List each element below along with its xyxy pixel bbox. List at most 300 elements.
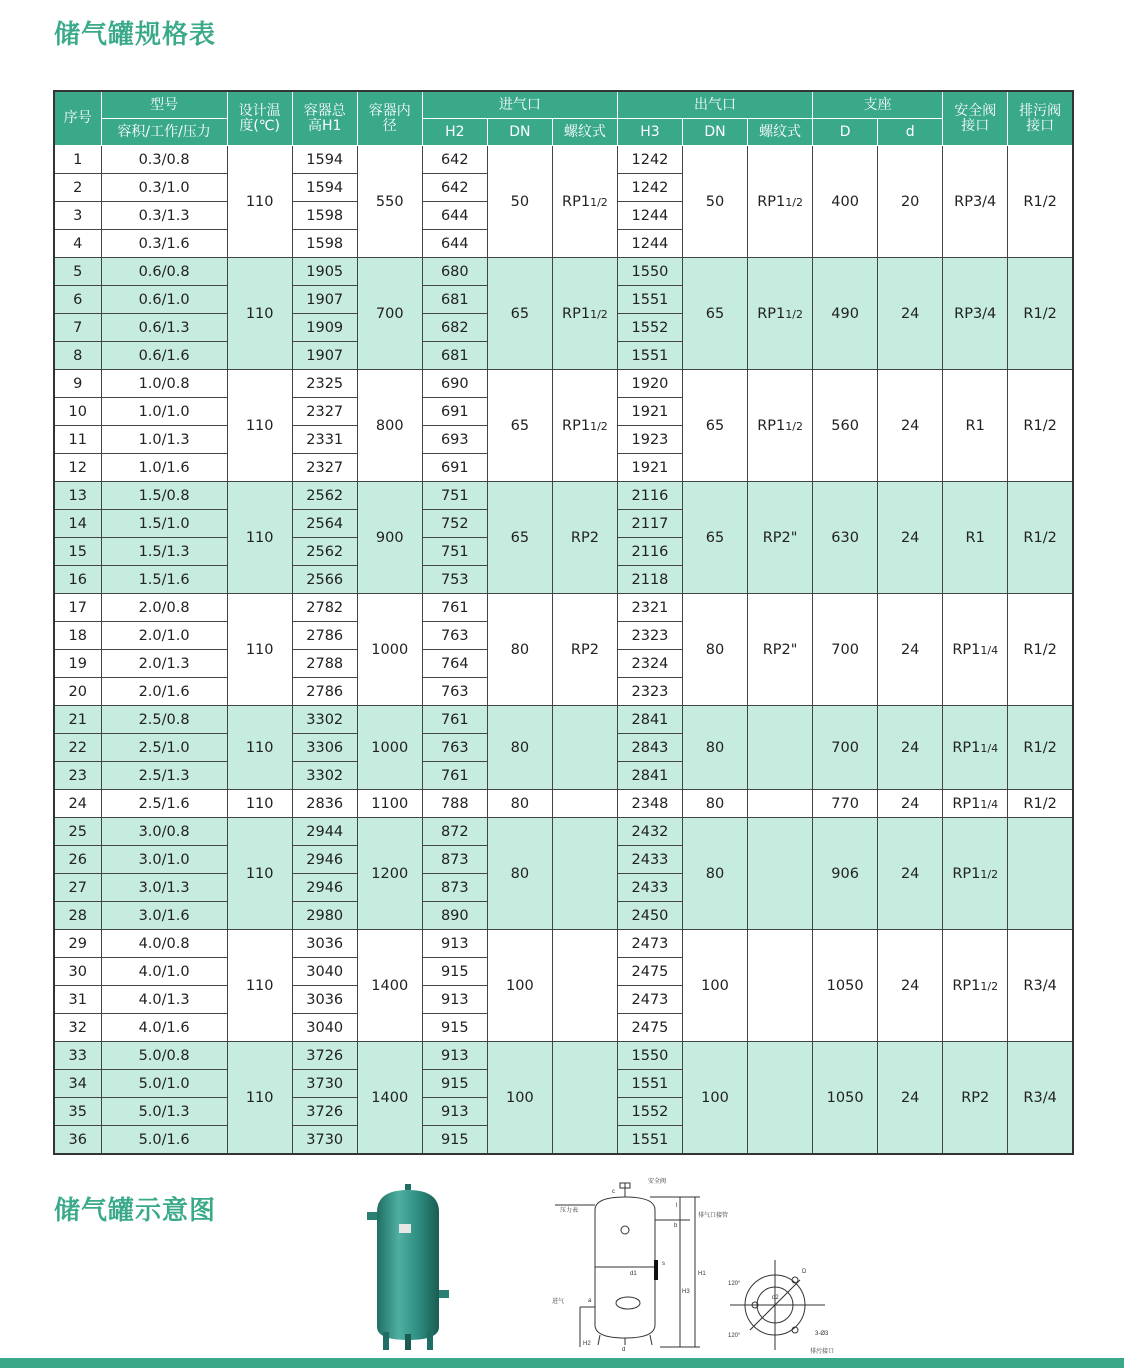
cell-thread-out-sub: 1/2: [785, 195, 803, 209]
cell-h3: 1921: [617, 398, 682, 426]
col-h3: H3: [617, 119, 682, 146]
label-s: s: [662, 1261, 665, 1267]
cell-drain: R1/2: [1008, 370, 1073, 482]
cell-model: 0.3/1.6: [101, 230, 227, 258]
cell-model: 0.6/1.6: [101, 342, 227, 370]
cell-support-d: 24: [878, 930, 943, 1042]
label-c: c: [612, 1189, 615, 1195]
bottom-accent-bar: [0, 1358, 1124, 1368]
cell-model: 1.0/1.3: [101, 426, 227, 454]
col-design-temp-line2: 度(℃): [239, 117, 280, 134]
cell-drain: R1/2: [1008, 594, 1073, 706]
cell-seq: 22: [54, 734, 101, 762]
cell-model: 3.0/1.6: [101, 902, 227, 930]
col-drain: [1008, 91, 1073, 146]
cell-h3: 1551: [617, 1070, 682, 1098]
cell-h2: 915: [422, 1014, 487, 1042]
cell-thread-in-sub: 1/2: [590, 307, 608, 321]
cell-support-D: 770: [813, 790, 878, 818]
cell-safety: [943, 1042, 1008, 1155]
cell-thread-in: [552, 258, 617, 370]
cell-h2: 890: [422, 902, 487, 930]
cell-seq: 2: [54, 174, 101, 202]
cell-h2: 682: [422, 314, 487, 342]
cell-safety-main: RP1: [952, 739, 981, 756]
cell-thread-out: [748, 594, 813, 706]
cell-height: 1907: [292, 342, 357, 370]
cell-model: 1.0/1.6: [101, 454, 227, 482]
cell-model: 0.6/1.3: [101, 314, 227, 342]
cell-safety: [943, 594, 1008, 706]
cell-seq: 23: [54, 762, 101, 790]
cell-h3: 2433: [617, 846, 682, 874]
label-hole: 3-Ø3: [815, 1331, 829, 1337]
cell-support-D: 630: [813, 482, 878, 594]
cell-seq: 34: [54, 1070, 101, 1098]
cell-h2: 872: [422, 818, 487, 846]
cell-safety-main: RP1: [952, 977, 981, 994]
cell-thread-out-main: RP2": [762, 641, 798, 658]
cell-h2: 681: [422, 286, 487, 314]
col-model: 型号: [101, 91, 227, 119]
cell-h3: 1552: [617, 1098, 682, 1126]
cell-height: 2946: [292, 846, 357, 874]
cell-seq: 27: [54, 874, 101, 902]
cell-seq: 9: [54, 370, 101, 398]
cell-support-d: 20: [878, 146, 943, 258]
cell-seq: 30: [54, 958, 101, 986]
cell-height: 1905: [292, 258, 357, 286]
cell-h2: 913: [422, 930, 487, 958]
col-safety-line1: 安全阀: [954, 102, 997, 119]
cell-thread-out: [748, 706, 813, 790]
cell-support-d: 24: [878, 790, 943, 818]
cell-h3: 2450: [617, 902, 682, 930]
cell-h3: 2841: [617, 706, 682, 734]
cell-seq: 16: [54, 566, 101, 594]
cell-seq: 18: [54, 622, 101, 650]
cell-h3: 1244: [617, 202, 682, 230]
cell-height: 2786: [292, 678, 357, 706]
cell-seq: 13: [54, 482, 101, 510]
label-h1: H1: [698, 1271, 706, 1277]
cell-h2: 913: [422, 1042, 487, 1070]
cell-inner-dia: 550: [357, 146, 422, 258]
cell-support-d: 24: [878, 1042, 943, 1155]
cell-model: 3.0/1.0: [101, 846, 227, 874]
cell-height: 3302: [292, 762, 357, 790]
cell-support-D: 700: [813, 594, 878, 706]
cell-h2: 644: [422, 202, 487, 230]
cell-seq: 4: [54, 230, 101, 258]
cell-h3: 2323: [617, 622, 682, 650]
cell-thread-in-main: RP2: [570, 641, 599, 658]
table-row: [54, 790, 1073, 818]
label-outlet: 排气口接管: [698, 1213, 729, 1219]
cell-h3: 1550: [617, 1042, 682, 1070]
cell-dn-out: 80: [682, 594, 747, 706]
cell-h3: 2118: [617, 566, 682, 594]
cell-thread-in-main: RP1: [562, 193, 591, 210]
cell-support-D: 490: [813, 258, 878, 370]
cell-dn-out: 65: [682, 370, 747, 482]
cell-thread-in: [552, 790, 617, 818]
cell-model: 5.0/1.0: [101, 1070, 227, 1098]
cell-support-D: 560: [813, 370, 878, 482]
cell-thread-out-main: RP1: [757, 193, 786, 210]
table-row: [54, 146, 1073, 174]
cell-temp: 110: [227, 1042, 292, 1155]
cell-safety: [943, 258, 1008, 370]
table-header: [54, 91, 1073, 146]
cell-drain: R1/2: [1008, 790, 1073, 818]
cell-h3: 1551: [617, 342, 682, 370]
cell-model: 2.5/0.8: [101, 706, 227, 734]
cell-height: 3726: [292, 1098, 357, 1126]
cell-seq: 21: [54, 706, 101, 734]
cell-temp: 110: [227, 258, 292, 370]
cell-seq: 7: [54, 314, 101, 342]
cell-h2: 751: [422, 482, 487, 510]
cell-height: 1594: [292, 174, 357, 202]
cell-thread-out-sub: 1/2: [785, 419, 803, 433]
cell-height: 2564: [292, 510, 357, 538]
cell-safety-main: R1: [965, 529, 985, 546]
cell-seq: 35: [54, 1098, 101, 1126]
cell-height: 1598: [292, 202, 357, 230]
cell-dn-in: 65: [487, 258, 552, 370]
col-height-line2: 高H1: [307, 117, 342, 134]
cell-model: 3.0/1.3: [101, 874, 227, 902]
cell-model: 4.0/0.8: [101, 930, 227, 958]
cell-inner-dia: 1000: [357, 594, 422, 706]
cell-thread-out: [748, 258, 813, 370]
cell-height: 1909: [292, 314, 357, 342]
cell-seq: 5: [54, 258, 101, 286]
cell-model: 4.0/1.3: [101, 986, 227, 1014]
cell-dn-in: 65: [487, 370, 552, 482]
cell-thread-out-sub: 1/2: [785, 307, 803, 321]
cell-h2: 642: [422, 174, 487, 202]
cell-h2: 915: [422, 1126, 487, 1155]
cell-seq: 28: [54, 902, 101, 930]
cell-h2: 761: [422, 706, 487, 734]
cell-height: 1907: [292, 286, 357, 314]
cell-model: 2.5/1.6: [101, 790, 227, 818]
cell-model: 2.0/1.6: [101, 678, 227, 706]
cell-h2: 761: [422, 594, 487, 622]
cell-thread-in: [552, 818, 617, 930]
cell-h2: 763: [422, 734, 487, 762]
label-safety-valve: 安全阀: [648, 1179, 667, 1185]
cell-drain: R3/4: [1008, 930, 1073, 1042]
cell-safety-sub: 1/2: [980, 979, 999, 993]
cell-seq: 6: [54, 286, 101, 314]
cell-safety-main: RP1: [952, 641, 981, 658]
cell-support-D: 400: [813, 146, 878, 258]
cell-seq: 3: [54, 202, 101, 230]
label-d1: d1: [630, 1271, 637, 1277]
cell-h2: 642: [422, 146, 487, 174]
cell-thread-in: [552, 146, 617, 258]
cell-h3: 2323: [617, 678, 682, 706]
cell-h3: 2324: [617, 650, 682, 678]
cell-seq: 17: [54, 594, 101, 622]
cell-h2: 751: [422, 538, 487, 566]
cell-seq: 31: [54, 986, 101, 1014]
col-drain-line1: 排污阀: [1019, 102, 1062, 119]
label-D: D: [802, 1269, 807, 1275]
cell-support-D: 906: [813, 818, 878, 930]
cell-dn-in: 80: [487, 818, 552, 930]
cell-safety-sub: 1/2: [980, 867, 999, 881]
cell-h3: 2321: [617, 594, 682, 622]
cell-height: 3040: [292, 1014, 357, 1042]
cell-safety-main: RP1: [952, 795, 981, 812]
cell-thread-out: [748, 146, 813, 258]
cell-thread-in: [552, 594, 617, 706]
cell-thread-in-main: RP2: [570, 529, 599, 546]
col-height: [292, 91, 357, 146]
label-inlet: 进气: [552, 1299, 565, 1305]
cell-h3: 2116: [617, 538, 682, 566]
cell-thread-out-main: RP2": [762, 529, 798, 546]
cell-model: 1.5/1.3: [101, 538, 227, 566]
cell-model: 1.0/0.8: [101, 370, 227, 398]
table-body: [54, 146, 1073, 1155]
cell-drain: [1008, 818, 1073, 930]
cell-h3: 2841: [617, 762, 682, 790]
cell-h2: 763: [422, 622, 487, 650]
cell-model: 1.5/1.6: [101, 566, 227, 594]
cell-model: 0.3/1.0: [101, 174, 227, 202]
cell-seq: 14: [54, 510, 101, 538]
label-angle-1: 120°: [728, 1281, 741, 1287]
cell-h2: 913: [422, 1098, 487, 1126]
label-l: l: [676, 1203, 678, 1209]
cell-support-d: 24: [878, 482, 943, 594]
cell-dn-in: 65: [487, 482, 552, 594]
tank-image: [365, 1182, 455, 1352]
label-d2: d2: [772, 1295, 779, 1301]
cell-height: 3726: [292, 1042, 357, 1070]
cell-drain: R1/2: [1008, 706, 1073, 790]
cell-height: 2562: [292, 482, 357, 510]
cell-thread-in: [552, 1042, 617, 1155]
cell-seq: 10: [54, 398, 101, 426]
page-title: 储气罐规格表: [54, 20, 217, 50]
cell-h2: 752: [422, 510, 487, 538]
cell-height: 2944: [292, 818, 357, 846]
cell-seq: 1: [54, 146, 101, 174]
cell-safety: [943, 930, 1008, 1042]
cell-dn-out: 50: [682, 146, 747, 258]
cell-h2: 913: [422, 986, 487, 1014]
col-model-sub: 容积/工作/压力: [101, 119, 227, 146]
cell-safety-sub: 1/4: [980, 643, 999, 657]
cell-h2: 690: [422, 370, 487, 398]
label-a: a: [588, 1298, 592, 1304]
cell-height: 2946: [292, 874, 357, 902]
cell-height: 2562: [292, 538, 357, 566]
cell-seq: 19: [54, 650, 101, 678]
cell-thread-in: [552, 930, 617, 1042]
cell-h3: 2348: [617, 790, 682, 818]
col-h2: H2: [422, 119, 487, 146]
col-inner-dia-line1: 容器内: [368, 102, 411, 119]
cell-height: 2327: [292, 454, 357, 482]
cell-h2: 644: [422, 230, 487, 258]
cell-h3: 2116: [617, 482, 682, 510]
cell-support-d: 24: [878, 370, 943, 482]
cell-seq: 33: [54, 1042, 101, 1070]
table-row: [54, 482, 1073, 510]
cell-seq: 25: [54, 818, 101, 846]
cell-drain: R1/2: [1008, 482, 1073, 594]
cell-h2: 691: [422, 454, 487, 482]
cell-h3: 1552: [617, 314, 682, 342]
cell-safety-main: R1: [965, 417, 985, 434]
cell-model: 5.0/1.3: [101, 1098, 227, 1126]
col-inner-dia-line2: 径: [382, 117, 397, 134]
cell-seq: 12: [54, 454, 101, 482]
cell-dn-in: 80: [487, 706, 552, 790]
cell-model: 2.5/1.3: [101, 762, 227, 790]
cell-h3: 1923: [617, 426, 682, 454]
cell-h2: 915: [422, 958, 487, 986]
cell-seq: 29: [54, 930, 101, 958]
cell-model: 0.6/0.8: [101, 258, 227, 286]
col-inner-dia: [357, 91, 422, 146]
cell-h2: 691: [422, 398, 487, 426]
cell-model: 5.0/0.8: [101, 1042, 227, 1070]
cell-support-d: 24: [878, 258, 943, 370]
cell-h2: 764: [422, 650, 487, 678]
col-outlet: 出气口: [617, 91, 812, 119]
table-row: [54, 370, 1073, 398]
cell-h2: 753: [422, 566, 487, 594]
cell-thread-out: [748, 790, 813, 818]
label-h2: H2: [583, 1341, 591, 1347]
cell-h3: 1550: [617, 258, 682, 286]
table-row: [54, 930, 1073, 958]
cell-dn-in: 100: [487, 930, 552, 1042]
cell-dn-in: 80: [487, 790, 552, 818]
cell-height: 3036: [292, 930, 357, 958]
cell-h3: 2475: [617, 958, 682, 986]
cell-temp: 110: [227, 482, 292, 594]
cell-safety-sub: 1/4: [980, 797, 999, 811]
col-design-temp: [227, 91, 292, 146]
cell-support-D: 1050: [813, 930, 878, 1042]
label-angle-2: 120°: [728, 1333, 741, 1339]
cell-thread-out: [748, 1042, 813, 1155]
table-row: [54, 1042, 1073, 1070]
cell-h2: 680: [422, 258, 487, 286]
cell-safety: [943, 818, 1008, 930]
cell-safety-sub: 1/4: [980, 741, 999, 755]
cell-thread-in: [552, 370, 617, 482]
cell-dn-out: 80: [682, 706, 747, 790]
cell-temp: 110: [227, 790, 292, 818]
cell-support-d: 24: [878, 594, 943, 706]
cell-seq: 32: [54, 1014, 101, 1042]
cell-h2: 915: [422, 1070, 487, 1098]
cell-thread-in: [552, 482, 617, 594]
cell-safety-main: RP1: [952, 865, 981, 882]
cell-safety: [943, 482, 1008, 594]
cell-h3: 2432: [617, 818, 682, 846]
cell-seq: 20: [54, 678, 101, 706]
cell-model: 2.5/1.0: [101, 734, 227, 762]
label-b: b: [674, 1223, 678, 1229]
cell-height: 2786: [292, 622, 357, 650]
cell-model: 2.0/0.8: [101, 594, 227, 622]
cell-height: 3730: [292, 1126, 357, 1155]
cell-h2: 693: [422, 426, 487, 454]
label-d: d: [622, 1347, 626, 1353]
cell-model: 1.5/0.8: [101, 482, 227, 510]
cell-height: 3036: [292, 986, 357, 1014]
table-row: [54, 594, 1073, 622]
cell-thread-out: [748, 370, 813, 482]
diagram-title: 储气罐示意图: [54, 1196, 217, 1226]
col-support-D: D: [813, 119, 878, 146]
cell-h2: 761: [422, 762, 487, 790]
cell-support-D: 700: [813, 706, 878, 790]
cell-h2: 788: [422, 790, 487, 818]
col-drain-line2: 接口: [1026, 117, 1055, 134]
cell-thread-out: [748, 482, 813, 594]
cell-height: 3306: [292, 734, 357, 762]
cell-h2: 763: [422, 678, 487, 706]
cell-height: 2331: [292, 426, 357, 454]
cell-h3: 2475: [617, 1014, 682, 1042]
col-height-line1: 容器总: [303, 102, 346, 119]
col-safety: [943, 91, 1008, 146]
cell-h3: 2843: [617, 734, 682, 762]
cell-height: 2980: [292, 902, 357, 930]
cell-h3: 2117: [617, 510, 682, 538]
cell-safety: [943, 146, 1008, 258]
cell-seq: 24: [54, 790, 101, 818]
col-design-temp-line1: 设计温: [238, 102, 281, 119]
cell-model: 1.0/1.0: [101, 398, 227, 426]
cell-seq: 11: [54, 426, 101, 454]
cell-model: 2.0/1.0: [101, 622, 227, 650]
cell-seq: 26: [54, 846, 101, 874]
cell-temp: 110: [227, 594, 292, 706]
cell-support-D: 1050: [813, 1042, 878, 1155]
cell-model: 5.0/1.6: [101, 1126, 227, 1155]
cell-model: 3.0/0.8: [101, 818, 227, 846]
cell-dn-out: 65: [682, 482, 747, 594]
table-row: [54, 706, 1073, 734]
label-pressure-gauge: 压力表: [560, 1208, 579, 1214]
col-support-d: d: [878, 119, 943, 146]
cell-height: 2327: [292, 398, 357, 426]
cell-thread-out-main: RP1: [757, 417, 786, 434]
cell-inner-dia: 1100: [357, 790, 422, 818]
cell-height: 1594: [292, 146, 357, 174]
cell-height: 2836: [292, 790, 357, 818]
cell-h3: 1551: [617, 286, 682, 314]
table-row: [54, 818, 1073, 846]
cell-height: 3302: [292, 706, 357, 734]
col-inlet: 进气口: [422, 91, 617, 119]
cell-dn-in: 50: [487, 146, 552, 258]
cell-seq: 15: [54, 538, 101, 566]
